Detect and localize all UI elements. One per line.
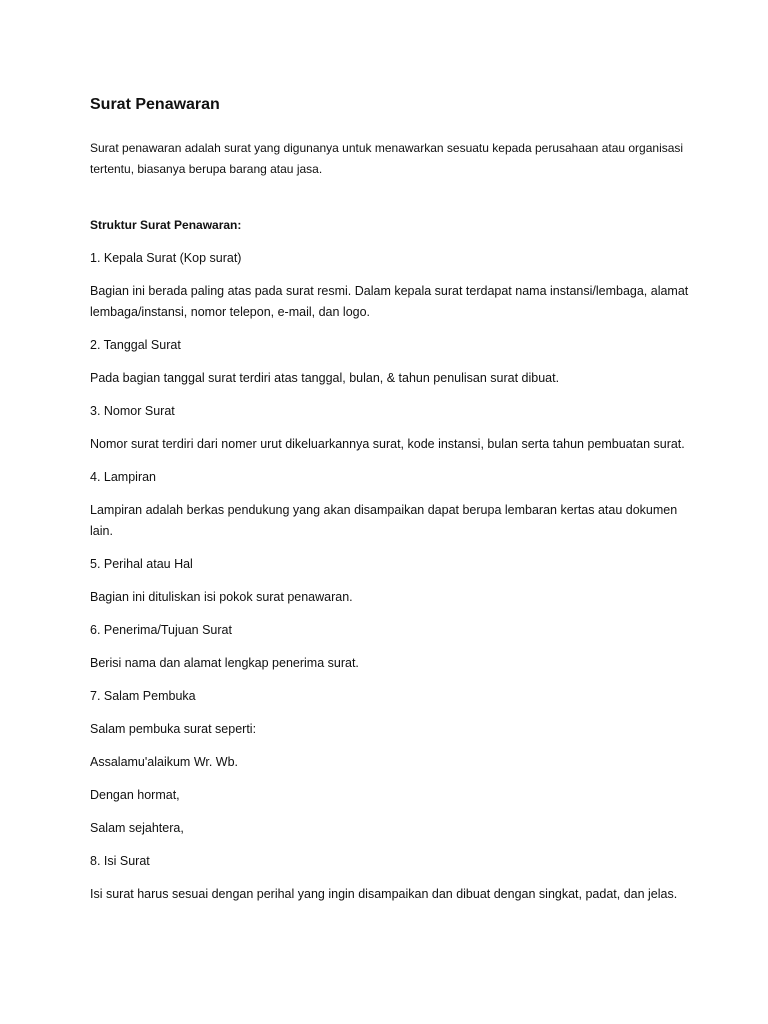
section-heading: 3. Nomor Surat — [90, 404, 175, 418]
section-body: Bagian ini dituliskan isi pokok surat penawaran. — [90, 590, 353, 604]
intro-paragraph: Surat penawaran adalah surat yang digunanya untuk menawarkan sesuatu kepada perusahaan atau organisasi tertentu, biasanya berupa barang atau jasa. — [90, 141, 684, 176]
section-8 — [90, 851, 690, 905]
section-heading: 2. Tanggal Surat — [90, 338, 181, 352]
section-heading: 1. Kepala Surat (Kop surat) — [90, 251, 242, 265]
section-7 — [90, 686, 690, 839]
section-heading: 5. Perihal atau Hal — [90, 557, 193, 571]
section-body: Nomor surat terdiri dari nomer urut dikeluarkannya surat, kode instansi, bulan serta tahun pembuatan surat. — [90, 437, 685, 451]
section-6 — [90, 620, 690, 674]
section-heading: 8. Isi Surat — [90, 854, 150, 868]
section-1 — [90, 248, 690, 323]
greeting-example: Dengan hormat, — [90, 788, 180, 802]
section-body: Isi surat harus sesuai dengan perihal yang ingin disampaikan dan dibuat dengan singkat, padat, dan jelas. — [90, 887, 678, 901]
greeting-example: Assalamu'alaikum Wr. Wb. — [90, 755, 239, 769]
section-heading: 6. Penerima/Tujuan Surat — [90, 623, 232, 637]
structure-heading: Struktur Surat Penawaran: — [90, 218, 242, 232]
section-3 — [90, 401, 690, 455]
document-title: Surat Penawaran — [90, 96, 220, 113]
section-4 — [90, 467, 690, 542]
greeting-example: Salam sejahtera, — [90, 821, 184, 835]
document-page — [90, 94, 690, 917]
section-5 — [90, 554, 690, 608]
section-heading: 7. Salam Pembuka — [90, 689, 196, 703]
section-body: Salam pembuka surat seperti: — [90, 722, 257, 736]
section-body: Bagian ini berada paling atas pada surat resmi. Dalam kepala surat terdapat nama instansi/lembaga, alamat lembaga/instansi, nomor telepon, e-mail, dan logo. — [90, 284, 689, 319]
section-body: Lampiran adalah berkas pendukung yang akan disampaikan dapat berupa lembaran kertas atau dokumen lain. — [90, 503, 678, 538]
section-body: Berisi nama dan alamat lengkap penerima surat. — [90, 656, 359, 670]
section-body: Pada bagian tanggal surat terdiri atas tanggal, bulan, & tahun penulisan surat dibuat. — [90, 371, 560, 385]
section-2 — [90, 335, 690, 389]
section-heading: 4. Lampiran — [90, 470, 157, 484]
